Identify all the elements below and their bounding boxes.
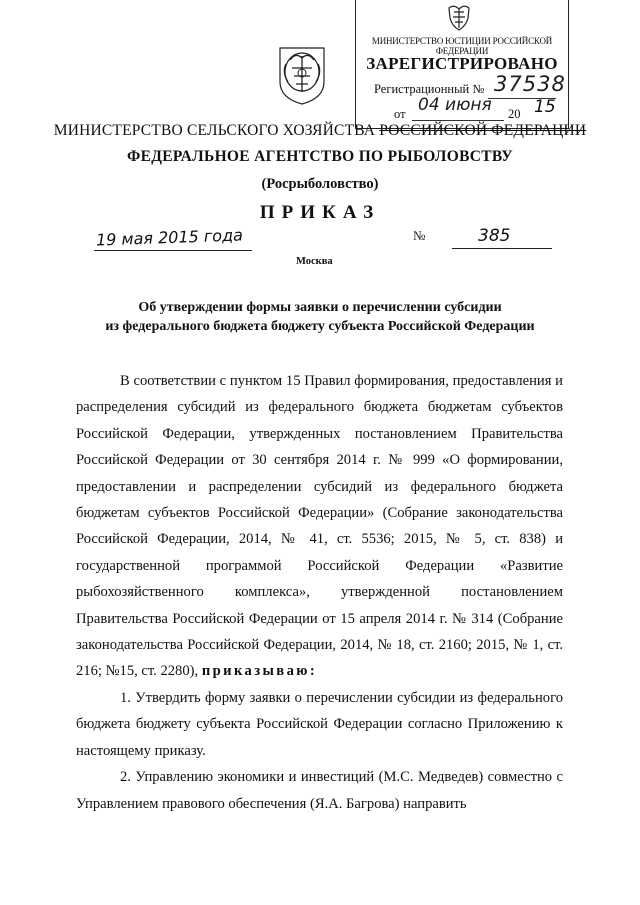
order-title: ПРИКАЗ [259, 202, 381, 223]
body-paragraph-item-2: 2. Управлению экономики и инвестиций (М.С. Медведев) совместно с Управлением правового обеспечения (Я.А. Багрова) направить [76, 769, 563, 812]
stamp-title: ЗАРЕГИСТРИРОВАНО [366, 54, 558, 73]
command-word: приказываю: [201, 663, 318, 680]
stamp-year: 15 [534, 97, 556, 117]
stamp-reg-label: Регистрационный № [374, 82, 485, 96]
city-label: Москва [296, 256, 333, 267]
stamp-reg-number: 37538 [494, 72, 566, 96]
stamp-date-underline [412, 120, 504, 121]
subject-line-2: из федерального бюджета бюджету субъекта Российской Федерации [105, 319, 535, 334]
stamp-ministry-label: МИНИСТЕРСТВО ЮСТИЦИИ РОССИЙСКОЙ ФЕДЕРАЦИИ [371, 36, 553, 56]
russian-emblem-icon [272, 42, 332, 106]
body-paragraph-item-1: 1. Утвердить форму заявки о перечислении субсидии из федерального бюджета бюджету субъекта Российской Федерации согласно Приложению к настоящему приказу. [76, 689, 563, 759]
agency-heading: ФЕДЕРАЛЬНОЕ АГЕНТСТВО ПО РЫБОЛОВСТВУ [127, 148, 513, 165]
stamp-date: 04 июня [418, 95, 492, 115]
order-number-label: № [413, 228, 426, 243]
body-paragraph-preamble [76, 368, 563, 685]
order-subject [60, 298, 580, 336]
agency-short-name: (Росрыболовство) [261, 176, 379, 192]
ministry-struck-text: РОССИЙСКОЙ ФЕДЕРАЦИИ [379, 122, 587, 139]
registration-stamp [355, 0, 569, 129]
order-date-underline [94, 250, 252, 251]
preamble-text: В соответствии с пунктом 15 Правил формирования, предоставления и распределения субсидий из федерального бюджета бюджетам субъектов Российской Федерации, утвержденных постановлением Правительства Российской Федерации от 30 сентября 2014 г. № 999 «О формировании, предоставлении и распределении субсидий из федерального бюджета бюджетам субъектов Российской Федерации» (Собрание законодательства Российской Федерации, 2014, № 41, ст. 5536; 2015, № 5, ст. 838) и государственной программой Российской Федерации «Развитие рыбохозяйственного комплекса», утвержденной постановлением Правительства Российской Федерации от 15 апреля 2014 г. № 314 (Собрание законодательства Российской Федерации, 2014, № 18, ст. 2160; 2015, № 1, ст. 216; №15, ст. 2280), [76, 373, 563, 680]
order-number-underline [452, 248, 552, 249]
stamp-emblem-icon [444, 4, 474, 32]
order-body [76, 368, 563, 817]
stamp-year-prefix: 20 [508, 107, 521, 121]
order-date: 19 мая 2015 года [95, 225, 244, 250]
stamp-from-label: от [394, 107, 406, 121]
order-number: 385 [478, 226, 511, 246]
subject-line-1: Об утверждении формы заявки о перечислении субсидии [138, 300, 502, 315]
ministry-name: МИНИСТЕРСТВО СЕЛЬСКОГО ХОЗЯЙСТВА [53, 122, 376, 139]
ministry-heading [0, 122, 640, 140]
